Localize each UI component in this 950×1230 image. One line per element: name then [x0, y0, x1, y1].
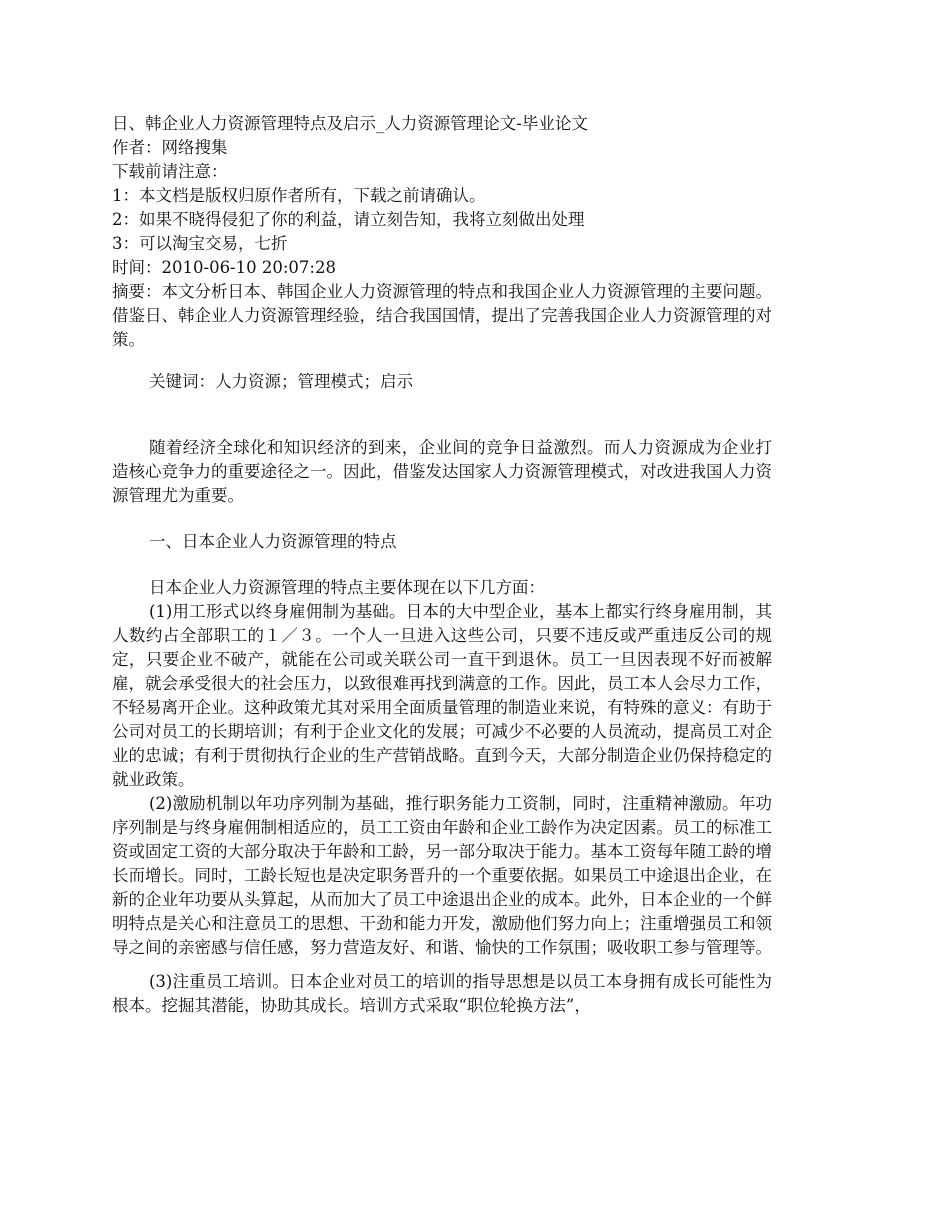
notice-item: 2：如果不晓得侵犯了你的利益，请立刻告知，我将立刻做出处理	[112, 210, 585, 229]
notice-heading: 下载前请注意：	[112, 162, 228, 181]
keywords-line: 关键词：人力资源；管理模式；启示	[149, 372, 413, 391]
section-heading: 一、日本企业人力资源管理的特点	[149, 532, 397, 551]
abstract-paragraph: 摘要：本文分析日本、韩国企业人力资源管理的特点和我国企业人力资源管理的主要问题。借鉴日、韩企业人力资源管理经验，结合我国国情，提出了完善我国企业人力资源管理的对策。	[112, 282, 772, 349]
notice-item: 1：本文档是版权归原作者所有，下载之前请确认。	[112, 186, 486, 205]
time-line: 时间：2010-06-10 20:07:28	[112, 258, 336, 277]
author-line: 作者：网络搜集	[112, 138, 228, 157]
point-paragraph-3: (3)注重员工培训。日本企业对员工的培训的指导思想是以员工本身拥有成长可能性为根本。挖掘其潜能，协助其成长。培训方式采取“职位轮换方法”，	[112, 972, 772, 1015]
section-lead: 日本企业人力资源管理的特点主要体现在以下几方面：	[149, 578, 545, 597]
point-paragraph-1: (1)用工形式以终身雇佣制为基础。日本的大中型企业，基本上都实行终身雇用制，其人数约占全部职工的１／３。一个人一旦进入这些公司，只要不违反或严重违反公司的规定，只要企业不破产，就能在公司或关联公司一直干到退休。员工一旦因表现不好而被解雇，就会承受很大的社会压力，以致很难再找到满意的工作。因此，员工本人会尽力工作，不轻易离开企业。这种政策尤其对采用全面质量管理的制造业来说，有特殊的意义：有助于公司对员工的长期培训；有利于企业文化的发展；可减少不必要的人员流动，提高员工对企业的忠诚；有利于贯彻执行企业的生产营销战略。直到今天，大部分制造企业仍保持稳定的就业政策。	[112, 602, 772, 789]
notice-item: 3：可以淘宝交易，七折	[112, 234, 288, 253]
document-title: 日、韩企业人力资源管理特点及启示_人力资源管理论文-毕业论文	[112, 114, 588, 133]
document-page	[112, 112, 772, 1018]
point-paragraph-2: (2)激励机制以年功序列制为基础，推行职务能力工资制，同时，注重精神激励。年功序列制是与终身雇佣制相适应的，员工工资由年龄和企业工龄作为决定因素。员工的标准工资或固定工资的大部分取决于年龄和工龄，另一部分取决于能力。基本工资每年随工龄的增长而增长。同时，工龄长短也是决定职务晋升的一个重要依据。如果员工中途退出企业，在新的企业年功要从头算起，从而加大了员工中途退出企业的成本。此外，日本企业的一个鲜明特点是关心和注意员工的思想、干劲和能力开发，激励他们努力向上；注重增强员工和领导之间的亲密感与信任感，努力营造友好、和谐、愉快的工作氛围；吸收职工参与管理等。	[112, 794, 772, 957]
intro-paragraph: 随着经济全球化和知识经济的到来，企业间的竞争日益激烈。而人力资源成为企业打造核心竞争力的重要途径之一。因此，借鉴发达国家人力资源管理模式，对改进我国人力资源管理尤为重要。	[112, 438, 772, 505]
